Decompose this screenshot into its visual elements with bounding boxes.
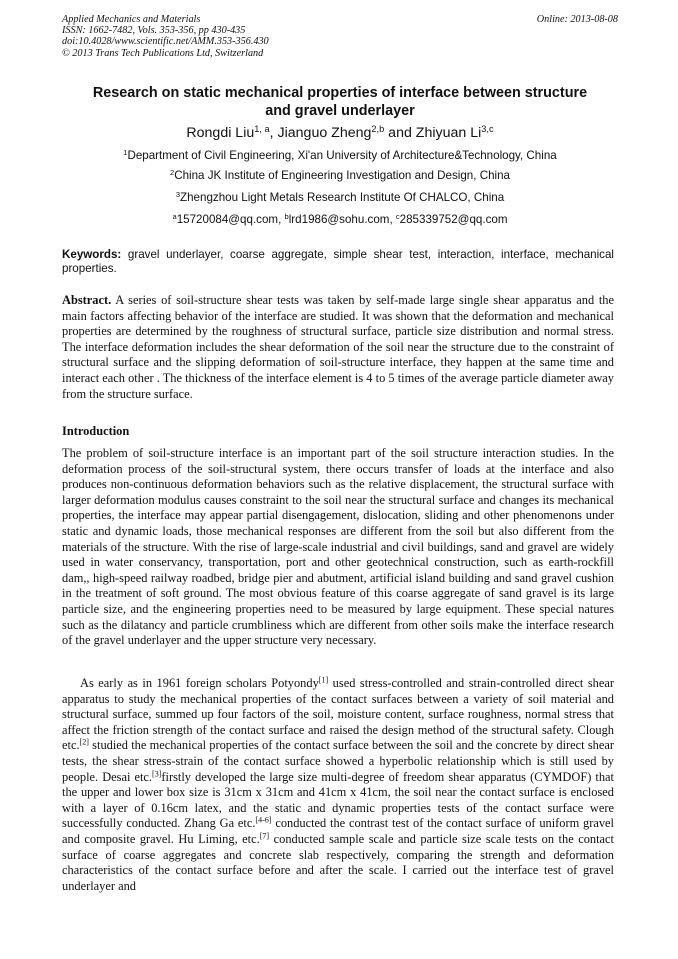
affiliation-superscript: 3: [175, 189, 181, 199]
abstract-block: [62, 293, 614, 402]
affiliation-3: [62, 191, 618, 205]
paragraph-text: firstly developed the large size multi-degree of freedom shear apparatus (CYMDOF) that the upper and lower box size is 31cm x 31cm and 41cm x 41cm, the soil near the contact surface is enclosed with a layer of 0.16cm latex, and the static and dynamic properties tests of the contact surface were successfully conducted. Zhang Ga etc.: [62, 769, 614, 831]
affiliation-superscript: 1: [123, 147, 128, 157]
citation-ref: [1]: [318, 675, 329, 685]
email-address: lrd1986@sohu.com,: [288, 213, 396, 226]
paper-title: [62, 84, 618, 120]
affiliation-superscript: 2: [170, 167, 175, 177]
affiliation-2: [62, 169, 618, 183]
author-superscript: 1, a: [254, 123, 270, 134]
citation-ref: [2]: [79, 737, 89, 747]
affiliation-1: [62, 149, 618, 163]
author-name: Rongdi Liu: [186, 125, 255, 141]
author-name: Jianguo Zheng: [277, 125, 372, 141]
affiliation-text: Zhengzhou Light Metals Research Institute Of CHALCO, China: [180, 191, 505, 204]
intro-paragraph-1: The problem of soil-structure interface is an important part of the soil structure interaction studies. In the deformation process of the soil-structural system, there occurs transfer of loads at the interface and also produces non-continuous deformation behaviors such as the relative displacement, the structural surface with larger deformation modulus causes constraint to the soil near the structural surface and changes its mechanical properties, the interface may appear partial disengagement, dislocation, sliding and other phenomenons under static and dynamic loads, those mechanical responses are different from the soil but also different from the materials of the structure. With the rise of large-scale industrial and civil buildings, sand and gravel are widely used in water conservancy, transportation, port and other geotechnical construction, such as earth-rockfill dam,, high-speed railway roadbed, bridge pier and abutment, artificial island building and sand gravel cushion in the treatment of soft ground. The most obvious feature of this coarse aggregate of sand gravel is its large particle size, and the engineering properties need to be measured by large equipment. These special natures such as the dilatancy and particle crumbliness which are different from other soils make the interface research of the gravel underlayer and the upper structure very necessary.: [62, 446, 614, 648]
copyright-line: © 2013 Trans Tech Publications Ltd, Switzerland: [62, 47, 264, 59]
email-address: 285339752@qq.com: [399, 213, 508, 226]
author-list: [62, 124, 618, 142]
author-superscript: 3,c: [481, 123, 494, 134]
affiliation-text: Department of Civil Engineering, Xi'an University of Architecture&Technology, China: [127, 149, 557, 162]
author-separator: ,: [269, 125, 278, 141]
keywords-text: gravel underlayer, coarse aggregate, simple shear test, interaction, interface, mechanical properties.: [62, 248, 614, 275]
affiliation-text: China JK Institute of Engineering Investigation and Design, China: [174, 169, 510, 182]
section-heading: Introduction: [62, 424, 130, 438]
author-separator: and: [384, 125, 416, 141]
issn-line: ISSN: 1662-7482, Vols. 353-356, pp 430-435: [62, 25, 246, 37]
author-name: Zhiyuan Li: [415, 125, 482, 141]
title-line-2: and gravel underlayer: [265, 103, 415, 119]
email-superscript: a: [172, 211, 177, 221]
doi-line: doi:10.4028/www.scientific.net/AMM.353-356.430: [62, 36, 269, 48]
journal-name: Applied Mechanics and Materials: [62, 14, 201, 25]
email-superscript: b: [284, 211, 289, 221]
citation-ref: [3]: [152, 769, 162, 779]
keywords-label: Keywords:: [62, 248, 122, 261]
citation-ref: [4-6]: [255, 815, 272, 825]
paragraph-text: As early as in 1961 foreign scholars Potyondy: [80, 676, 319, 690]
abstract-text: A series of soil-structure shear tests was taken by self-made large single shear apparatus and the main factors affecting behavior of the interface are studied. It was shown that the deformation and mechanical properties are determined by the roughness of structural surface, particle size distribution and normal stress. The interface deformation includes the shear deformation of the soil near the structure due to the constraint of structural surface and the slipping deformation of soil-structure interface, they happen at the same time and interact each other . The thickness of the interface element is 4 to 5 times of the average particle diameter away from the structure surface.: [62, 293, 614, 401]
paragraph-text: conducted the contrast test of the contact surface of uniform gravel and composite gravel. Hu Liming, etc.: [62, 816, 614, 846]
email-superscript: c: [395, 211, 400, 221]
journal-header: [62, 14, 618, 59]
email-address: 15720084@qq.com,: [176, 213, 285, 226]
paragraph-text: conducted sample scale and particle size scale tests on the contact surface of coarse aggregates and concrete slab respectively, comparing the strength and deformation characteristics of the contact surface before and after the scale. I carried out the interface test of gravel underlayer and: [62, 831, 614, 893]
citation-ref: [7]: [259, 831, 270, 841]
abstract-label: Abstract.: [62, 293, 112, 307]
author-superscript: 2,b: [371, 123, 385, 134]
online-date: Online: 2013-08-08: [536, 14, 618, 25]
intro-paragraph-2: [62, 676, 614, 894]
email-line: [62, 213, 618, 227]
paragraph-text: studied the mechanical properties of the contact surface between the soil and the concrete by direct shear tests, the shear stress-strain of the contact surface showed a hyperbolic relationship which is still used by people. Desai etc.: [62, 738, 614, 784]
keywords-block: [62, 248, 614, 276]
paragraph-text: used stress-controlled and strain-controlled direct shear apparatus to study the mechanical properties of the contact surfaces between a variety of soil material and structural surface, summed up four factors of the soil, moisture content, surface roughness, normal stress that affect the friction strength of the contact surface and raised the design method of the structural safety. Clough etc.: [62, 676, 614, 753]
title-line-1: Research on static mechanical properties of interface between structure: [92, 85, 588, 101]
